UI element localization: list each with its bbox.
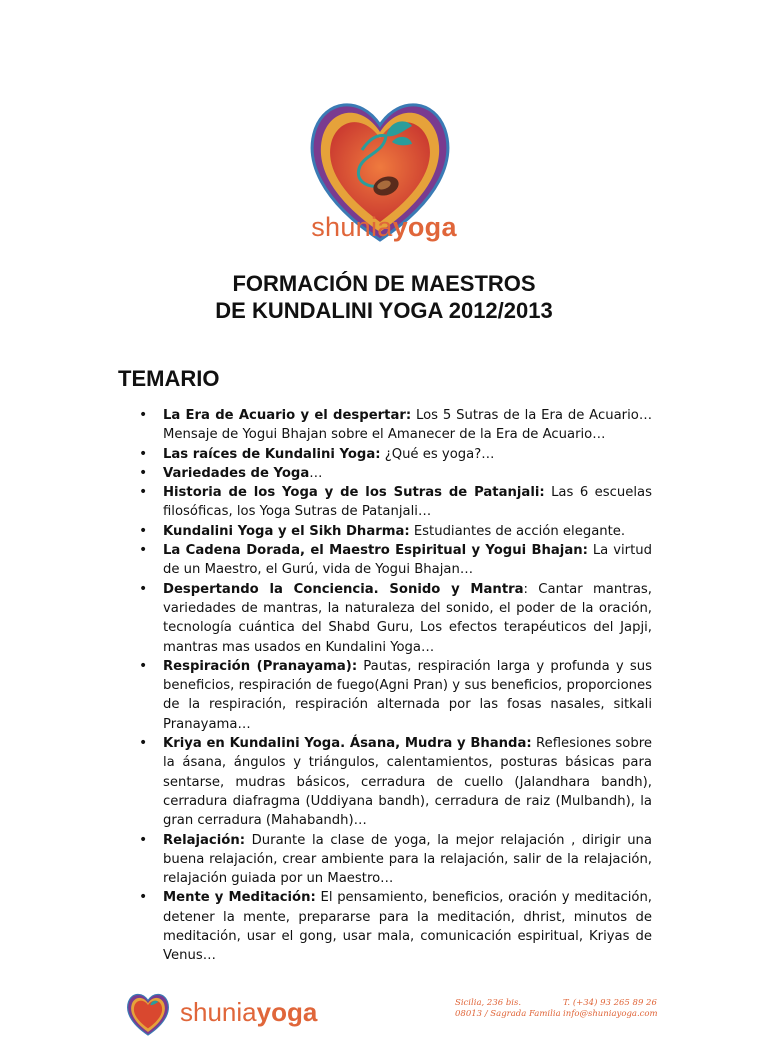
topic-heading: Respiración (Pranayama): (163, 658, 358, 674)
brand-wordmark (0, 212, 768, 243)
topic-heading: Despertando la Conciencia. Sonido y Mantra (163, 581, 524, 597)
list-item (118, 734, 652, 830)
list-item (118, 888, 652, 965)
topic-heading: Historia de los Yoga y de los Sutras de Patanjali: (163, 485, 545, 501)
topic-heading: Mente y Meditación: (163, 890, 316, 906)
topic-text: Estudiantes de acción elegante. (409, 523, 626, 539)
brand-bold: yoga (392, 212, 457, 242)
list-item (118, 657, 652, 734)
phone-line: T. (+34) 93 265 89 26 (563, 998, 657, 1008)
list-item (118, 831, 652, 889)
topic-heading: Kundalini Yoga y el Sikh Dharma: (163, 523, 410, 539)
section-heading: TEMARIO (118, 366, 220, 391)
topic-text: … (309, 465, 323, 481)
footer-brand-light: shunia (180, 997, 257, 1027)
list-item (118, 541, 652, 580)
topic-text: Pautas, respiración larga y profunda y sus beneficios, respiración de fuego(Agni Pran) y sus beneficios, proporciones de la respiración, respiración alternada por las fosas nasales, sitkali Pranayama… (163, 658, 652, 732)
title-line-2: DE KUNDALINI YOGA 2012/2013 (215, 298, 553, 323)
email-line: info@shuniayoga.com (563, 1009, 658, 1019)
list-item (118, 483, 652, 522)
list-item (118, 580, 652, 657)
list-item (118, 406, 652, 445)
footer-heart-logo (122, 990, 174, 1038)
footer-brand-bold: yoga (256, 997, 318, 1027)
topic-heading: Las raíces de Kundalini Yoga: (163, 446, 381, 462)
page-title (0, 270, 768, 324)
footer-brand-wordmark (180, 997, 317, 1028)
topic-text: La virtud de un Maestro, el Gurú, vida de Yogui Bhajan… (163, 543, 652, 578)
list-item (118, 522, 652, 541)
topic-text: ¿Qué es yoga?… (380, 446, 495, 462)
topic-heading: Relajación: (163, 832, 245, 848)
footer-contact (563, 998, 658, 1020)
address-line-2: 08013 / Sagrada Familia (455, 1009, 561, 1019)
brand-light: shunia (311, 212, 393, 242)
topic-heading: La Era de Acuario y el despertar: (163, 408, 412, 423)
topic-heading: Kriya en Kundalini Yoga. Ásana, Mudra y Bhanda: (163, 736, 532, 752)
topic-heading: La Cadena Dorada, el Maestro Espiritual y Yogui Bhajan: (163, 543, 588, 559)
topic-text: : Cantar mantras, variedades de mantras, la naturaleza del sonido, el poder de la oración, tecnología cuántica del Shabd Guru, Los efectos terapéuticos del Japji, mantras mas usados en Kundalini Yoga… (163, 581, 652, 655)
title-line-1: FORMACIÓN DE MAESTROS (232, 271, 536, 296)
topic-list (118, 406, 652, 966)
footer-address (455, 998, 561, 1020)
list-item (118, 445, 652, 464)
topic-heading: Variedades de Yoga (163, 465, 310, 481)
address-line-1: Sicilia, 236 bis. (455, 998, 522, 1008)
list-item (118, 464, 652, 483)
topic-text: El pensamiento, beneficios, oración y meditación, detener la mente, prepararse para la meditación, dhrist, minutos de meditación, usar el gong, usar mala, comunicación espiritual, Kriyas de Venus… (163, 890, 652, 964)
topic-text: Durante la clase de yoga, la mejor relajación , dirigir una buena relajación, crear ambiente para la relajación, salir de la relajación, relajación guiada por un Maestro… (163, 832, 652, 887)
topic-text: Reflesiones sobre la ásana, ángulos y triángulos, calentamientos, posturas básicas para sentarse, mudras básicos, cerradura de cuello (Jalandhara bandh), cerradura diafragma (Uddiyana bandh), cerradura de raiz (Mulbandh), la gran cerradura (Mahabandh)… (163, 736, 652, 829)
topic-text: Las 6 escuelas filosóficas, los Yoga Sutras de Patanjali… (163, 485, 652, 520)
topic-text: Los 5 Sutras de la Era de Acuario… Mensaje de Yogui Bhajan sobre el Amanecer de la Era de Acuario… (163, 408, 653, 443)
